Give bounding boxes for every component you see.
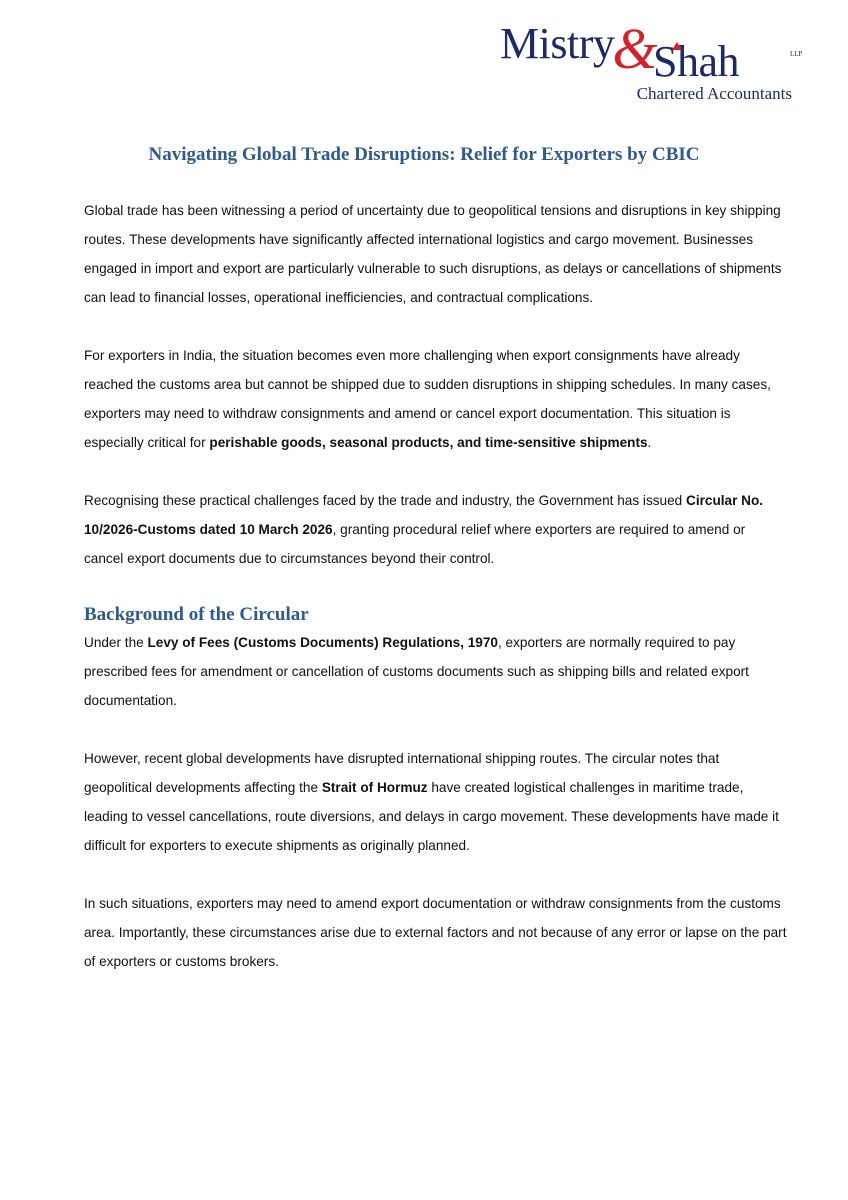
paragraph-text: However, recent global developments have disrupted international shipping routes. The circular notes that geopolitical developments affecting the (84, 751, 720, 795)
logo-wordmark (500, 10, 803, 86)
bold-text: Strait of Hormuz (321, 780, 428, 795)
logo-name-shah: Shah (652, 37, 739, 86)
logo-ampersand: & (612, 16, 657, 81)
bold-text: Levy of Fees (Customs Documents) Regulations, 1970 (147, 635, 498, 650)
paragraph-text: Recognising these practical challenges faced by the trade and industry, the Government has issued (84, 493, 687, 508)
bold-text: perishable goods, seasonal products, and time-sensitive shipments (209, 435, 648, 450)
paragraph-text: . (647, 435, 652, 450)
document-body (84, 196, 788, 1005)
paragraph-text: For exporters in India, the situation becomes even more challenging when export consignments have already reached the customs area but cannot be shipped due to sudden disruptions in shipping schedules. In many cases, exporters may need to withdraw consignments and amend or cancel export documentation. This situation is especially critical for (84, 348, 771, 450)
paragraph-exporters-india (84, 341, 788, 457)
page-title: Navigating Global Trade Disruptions: Relief for Exporters by CBIC (148, 144, 700, 165)
firm-logo (500, 6, 803, 106)
logo-subtitle: Chartered Accountants (636, 84, 792, 103)
paragraph-text: Under the (84, 635, 148, 650)
paragraph-levy-of-fees (84, 628, 788, 715)
paragraph-intro: Global trade has been witnessing a period of uncertainty due to geopolitical tensions and disruptions in key shipping routes. These developments have significantly affected international logistics and cargo movement. Businesses engaged in import and export are particularly vulnerable to such disruptions, as delays or cancellations of shipments can lead to financial losses, operational inefficiencies, and contractual complications. (84, 203, 782, 305)
logo-llp: LLP (790, 50, 803, 58)
bold-text: Circular No. 10/2026-Customs dated 10 March 2026 (84, 493, 764, 537)
paragraph-text: , exporters are normally required to pay prescribed fees for amendment or cancellation of customs documents such as shipping bills and related export documentation. (84, 635, 749, 708)
logo-arrow-icon (672, 42, 682, 50)
paragraph-situations: In such situations, exporters may need to amend export documentation or withdraw consignments from the customs area. Importantly, these circumstances arise due to external factors and not because of any error or lapse on the part of exporters or customs brokers. (84, 896, 787, 969)
paragraph-global-developments (84, 744, 788, 860)
logo-name-mistry: Mistry (500, 19, 615, 68)
paragraph-text: , granting procedural relief where exporters are required to amend or cancel export documents due to circumstances beyond their control. (84, 522, 746, 566)
section-heading: Background of the Circular (84, 604, 309, 625)
paragraph-circular (84, 486, 788, 573)
paragraph-text: have created logistical challenges in maritime trade, leading to vessel cancellations, route diversions, and delays in cargo movement. These developments have made it difficult for exporters to execute shipments as originally planned. (84, 780, 779, 853)
